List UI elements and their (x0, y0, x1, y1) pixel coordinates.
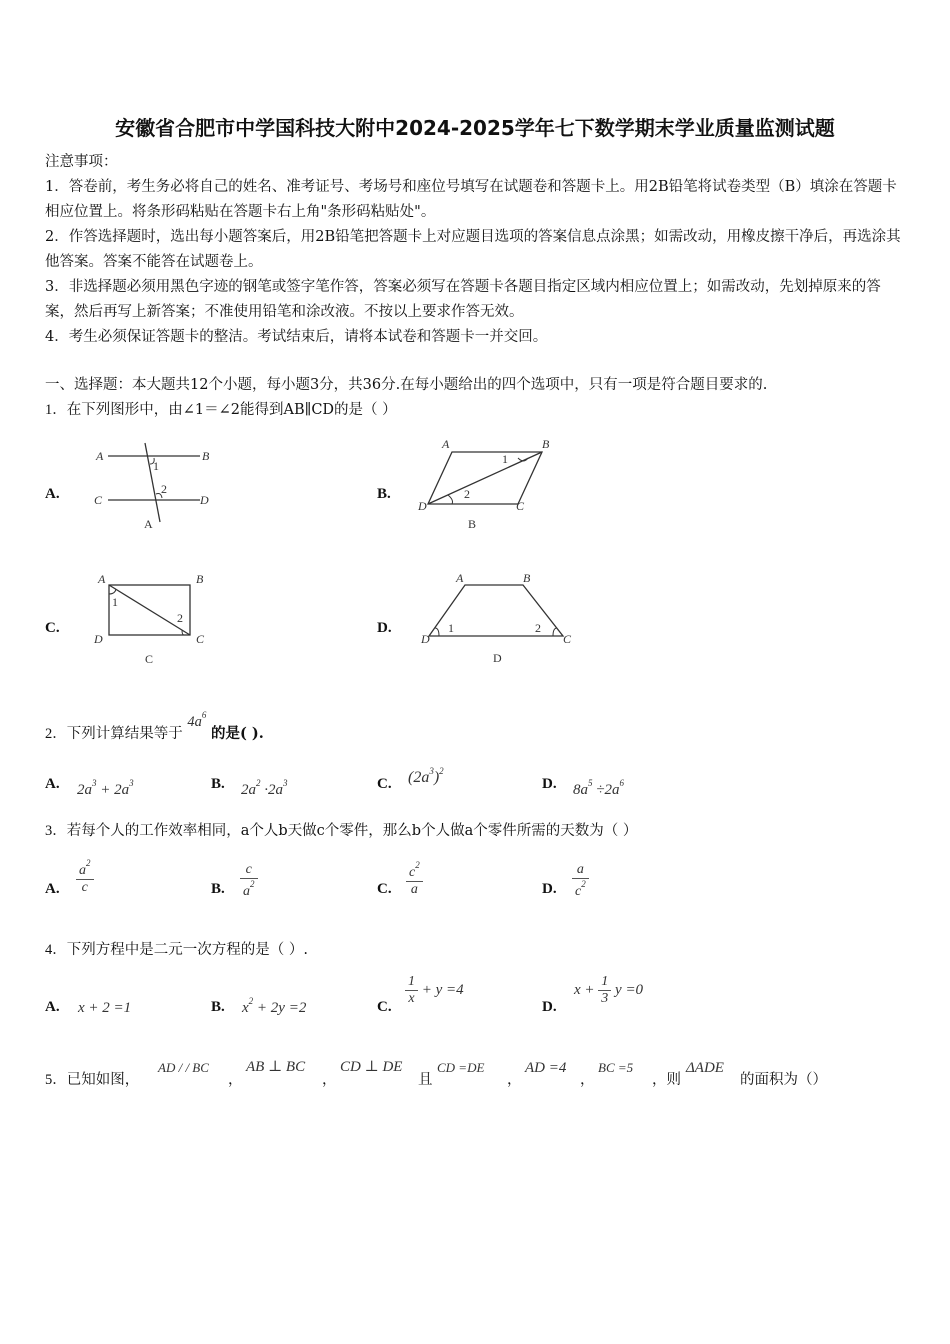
q2-option-d-label[interactable]: D. (542, 776, 557, 792)
q1-figure-b (412, 436, 562, 531)
point-label: A (98, 572, 106, 586)
condition-perpendicular-1: AB ⊥ BC (246, 1059, 306, 1075)
q3-option-a: $\frac{a^2}{c}$ (76, 858, 94, 896)
condition-equal: CD =DE (437, 1060, 485, 1075)
condition-parallel: AD / / BC (158, 1060, 209, 1075)
condition-perpendicular-2: CD ⊥ DE (340, 1059, 403, 1075)
question-text: 下列方程中是二元一次方程的是（ ）. (66, 942, 308, 958)
question-text: ，则 (652, 1072, 681, 1088)
q3-option-b: $\frac{c}{a^2}$ (240, 862, 258, 900)
point-label: B (523, 571, 531, 585)
question-text: 的面积为（） (740, 1072, 827, 1088)
point-label: A (442, 437, 450, 451)
question-4 (45, 938, 308, 963)
question-number: 2． (45, 726, 67, 742)
figure-caption: C (145, 652, 154, 666)
angle-label: 1 (112, 595, 118, 609)
q4-option-b: $x^2 + 2y =2$ (242, 996, 307, 1016)
question-1 (45, 398, 397, 423)
q3-option-c: $\frac{c^2}{a}$ (406, 860, 423, 898)
q1-option-a-label[interactable]: A. (45, 486, 60, 502)
q2-option-b: $2a^2 \cdot 2a^3$ (241, 778, 288, 798)
angle-label: 1 (502, 452, 508, 466)
point-label: D (94, 632, 103, 646)
q1-option-d-label[interactable]: D. (377, 620, 392, 636)
point-label: B (196, 572, 204, 586)
comma: ， (228, 1072, 243, 1088)
question-text-end: 的是( ). (210, 725, 264, 742)
notice-heading: 注意事项： (45, 154, 118, 170)
q1-option-b-label[interactable]: B. (377, 486, 391, 502)
question-5 (45, 1068, 139, 1093)
q3-option-b-label[interactable]: B. (211, 881, 225, 897)
comma: ， (507, 1072, 522, 1088)
condition-bc: BC =5 (598, 1060, 634, 1075)
question-text: 已知如图， (66, 1072, 140, 1088)
page-title: 安徽省合肥市中学国科技大附中2024-2025学年七下数学期末学业质量监测试题 (115, 116, 835, 140)
question-2 (45, 710, 264, 747)
condition-ad: AD =4 (525, 1060, 567, 1076)
q1-figure-d (415, 570, 580, 670)
q3-option-d-label[interactable]: D. (542, 881, 557, 897)
notice-item-2: 2．作答选择题时，选出每小题答案后，用2B铅笔把答题卡上对应题目选项的答案信息点涂黑；如需改动，用橡皮擦干净后，再选涂其他答案。答案不能答在试题卷上。 (45, 229, 901, 270)
question-number: 1． (45, 402, 67, 418)
point-label: C (516, 499, 525, 513)
q3-option-d: $\frac{a}{c^2}$ (572, 862, 589, 900)
point-label: A (96, 449, 104, 463)
angle-label: 1 (448, 621, 454, 635)
target-expression: $4a^6$ (187, 710, 207, 730)
q1-option-c-label[interactable]: C. (45, 620, 60, 636)
q2-option-c: $(2a^3)^2$ (408, 766, 444, 786)
angle-label: 1 (153, 459, 159, 473)
figure-caption: D (493, 651, 502, 665)
question-number: 5． (45, 1072, 67, 1088)
question-text: 下列计算结果等于 (66, 726, 183, 742)
section-heading: 一、选择题：本大题共12个小题，每小题3分，共36分.在每小题给出的四个选项中，只有一项是符合题目要求的. (45, 377, 768, 393)
notice-item-4: 4．考生必须保证答题卡的整洁。考试结束后，请将本试卷和答题卡一并交回。 (45, 329, 548, 345)
q1-figure-a (90, 440, 220, 535)
angle-label: 2 (464, 487, 470, 501)
q4-option-a-label[interactable]: A. (45, 999, 60, 1015)
angle-label: 2 (535, 621, 541, 635)
q4-option-c: $\frac{1}{x}$ + y =4 (405, 974, 464, 1007)
angle-label: 2 (177, 611, 183, 625)
q4-option-a: x + 2 =1 (78, 1000, 132, 1016)
q4-option-b-label[interactable]: B. (211, 999, 225, 1015)
notice-item-3: 3．非选择题必须用黑色字迹的钢笔或签字笔作答，答案必须写在答题卡各题目指定区域内相应位置上；如需改动，先划掉原来的答案，然后再写上新答案；不准使用铅笔和涂改液。不按以上要求作答无效。 (45, 279, 881, 320)
comma: ， (580, 1072, 595, 1088)
q2-option-b-label[interactable]: B. (211, 776, 225, 792)
notice-item-1: 1．答卷前，考生务必将自己的姓名、准考证号、考场号和座位号填写在试题卷和答题卡上。用2B铅笔将试卷类型（B）填涂在答题卡相应位置上。将条形码粘贴在答题卡右上角"条形码粘贴处"。 (45, 179, 897, 220)
q4-option-d-label[interactable]: D. (542, 999, 557, 1015)
triangle-ade: ΔADE (686, 1060, 724, 1076)
question-number: 3． (45, 823, 67, 839)
q3-option-a-label[interactable]: A. (45, 881, 60, 897)
question-3 (45, 819, 637, 844)
point-label: D (421, 632, 430, 646)
figure-caption: A (144, 517, 153, 531)
point-label: C (94, 493, 103, 507)
point-label: B (542, 437, 550, 451)
q1-figure-c (90, 570, 220, 670)
point-label: A (456, 571, 464, 585)
point-label: C (196, 632, 205, 646)
question-number: 4． (45, 942, 67, 958)
point-label: B (202, 449, 210, 463)
q2-option-a: $2a^3 + 2a^3$ (77, 778, 134, 798)
point-label: D (200, 493, 209, 507)
q2-option-d: $8a^5 \div 2a^6$ (573, 778, 624, 798)
q2-option-a-label[interactable]: A. (45, 776, 60, 792)
question-text: 且 (418, 1072, 433, 1088)
point-label: C (563, 632, 572, 646)
angle-label: 2 (161, 482, 167, 496)
q4-option-c-label[interactable]: C. (377, 999, 392, 1015)
figure-caption: B (468, 517, 477, 531)
q4-option-d: x + $\frac{1}{3}$ y =0 (574, 974, 644, 1006)
q3-option-c-label[interactable]: C. (377, 881, 392, 897)
q2-option-c-label[interactable]: C. (377, 776, 392, 792)
comma: ， (322, 1072, 337, 1088)
question-text: 在下列图形中，由∠1＝∠2能得到AB∥CD的是（ ） (66, 402, 397, 418)
point-label: D (418, 499, 427, 513)
question-text: 若每个人的工作效率相同，a个人b天做c个零件，那么b个人做a个零件所需的天数为（ ） (66, 823, 638, 839)
